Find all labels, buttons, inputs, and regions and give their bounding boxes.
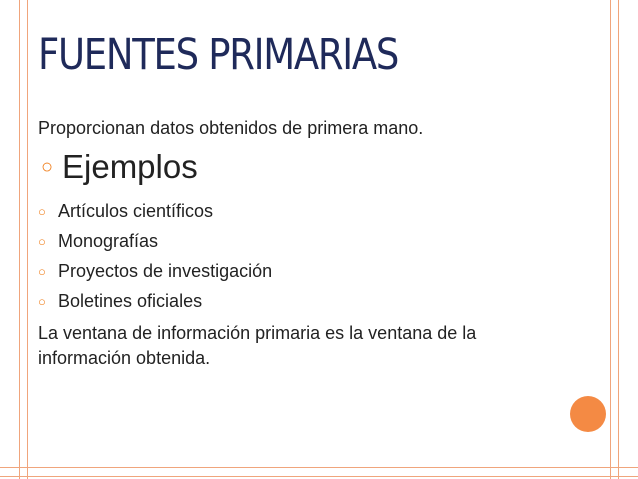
- examples-heading-row: [38, 148, 198, 186]
- intro-text: Proporcionan datos obtenidos de primera mano.: [38, 118, 424, 138]
- frame-bottom-line: [0, 467, 638, 468]
- list-item-label: Artículos científicos: [58, 200, 214, 221]
- frame-bottom-line: [0, 476, 638, 477]
- examples-heading: Ejemplos: [62, 148, 198, 185]
- list-item: [38, 226, 272, 256]
- circle-outline-icon: ○: [38, 293, 46, 309]
- examples-list: [38, 196, 272, 316]
- circle-outline-icon: ○: [38, 203, 46, 219]
- closing-text: La ventana de información primaria es la ventana de la información obtenida.: [38, 323, 477, 368]
- circle-outline-icon: ○: [38, 233, 46, 249]
- circle-outline-icon: ○: [40, 155, 54, 178]
- circle-outline-icon: ○: [38, 263, 46, 279]
- list-item: [38, 256, 272, 286]
- frame-left-border: [19, 0, 28, 479]
- list-item: [38, 196, 272, 226]
- list-item-label: Proyectos de investigación: [58, 260, 273, 281]
- filled-circle-icon: [570, 396, 606, 432]
- list-item-label: Boletines oficiales: [58, 290, 203, 311]
- frame-right-border: [610, 0, 619, 479]
- list-item: [38, 286, 272, 316]
- list-item-label: Monografías: [58, 230, 159, 251]
- slide-title: FUENTES PRIMARIAS: [38, 30, 399, 80]
